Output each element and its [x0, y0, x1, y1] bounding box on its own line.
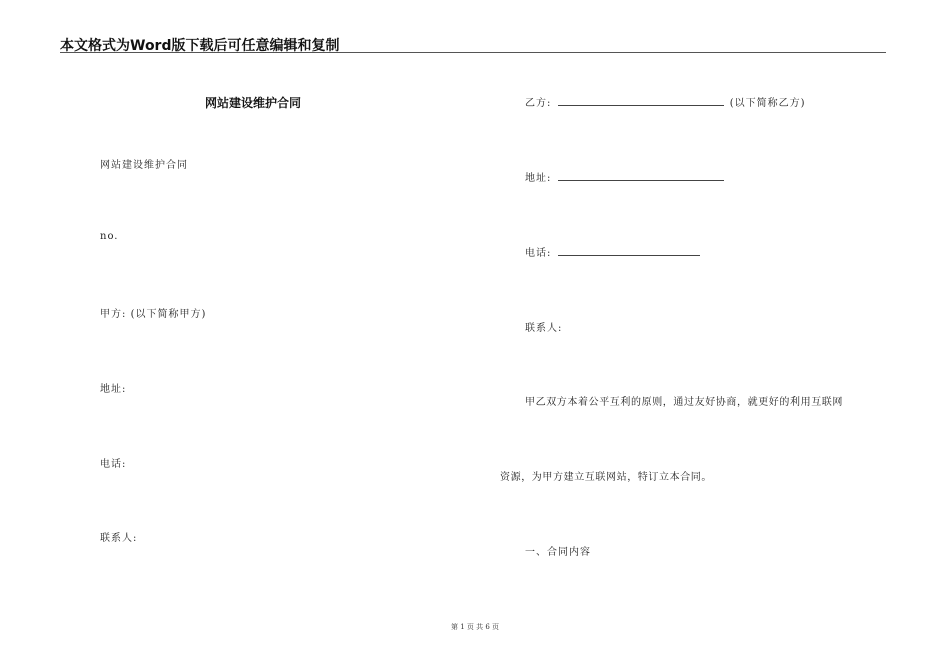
- right-phone-line: [525, 244, 702, 259]
- section-heading-1: 一、合同内容: [525, 547, 591, 558]
- right-contact-label: 联系人:: [525, 323, 563, 334]
- party-a-line: [100, 305, 206, 320]
- header-divider: [60, 52, 886, 53]
- contract-name: 网站建设维护合同: [100, 160, 188, 171]
- document-title: 网站建设维护合同: [205, 96, 302, 110]
- party-a-note: (以下简称甲方): [130, 309, 207, 320]
- page-number: 第 1 页 共 6 页: [450, 623, 500, 631]
- intro-paragraph-line2: 资源，为甲方建立互联网站，特订立本合同。: [500, 472, 712, 483]
- contract-number: no.: [100, 231, 119, 242]
- right-phone-label: 电话:: [525, 248, 552, 259]
- left-address-label: 地址:: [100, 384, 127, 395]
- right-phone-blank: [558, 245, 700, 256]
- right-address-line: [525, 169, 726, 184]
- party-b-line: [525, 94, 806, 109]
- left-phone-label: 电话:: [100, 459, 127, 470]
- party-a-label: 甲方:: [100, 309, 127, 320]
- left-contact-label: 联系人:: [100, 533, 138, 544]
- document-banner: 本文格式为Word版下载后可任意编辑和复制: [60, 38, 340, 54]
- intro-paragraph-line1: 甲乙双方本着公平互利的原则，通过友好协商，就更好的利用互联网: [525, 397, 843, 408]
- party-b-blank: [558, 95, 724, 106]
- right-address-blank: [558, 170, 724, 181]
- party-b-label: 乙方:: [525, 98, 552, 109]
- right-address-label: 地址:: [525, 173, 552, 184]
- party-b-note: (以下简称乙方): [729, 98, 806, 109]
